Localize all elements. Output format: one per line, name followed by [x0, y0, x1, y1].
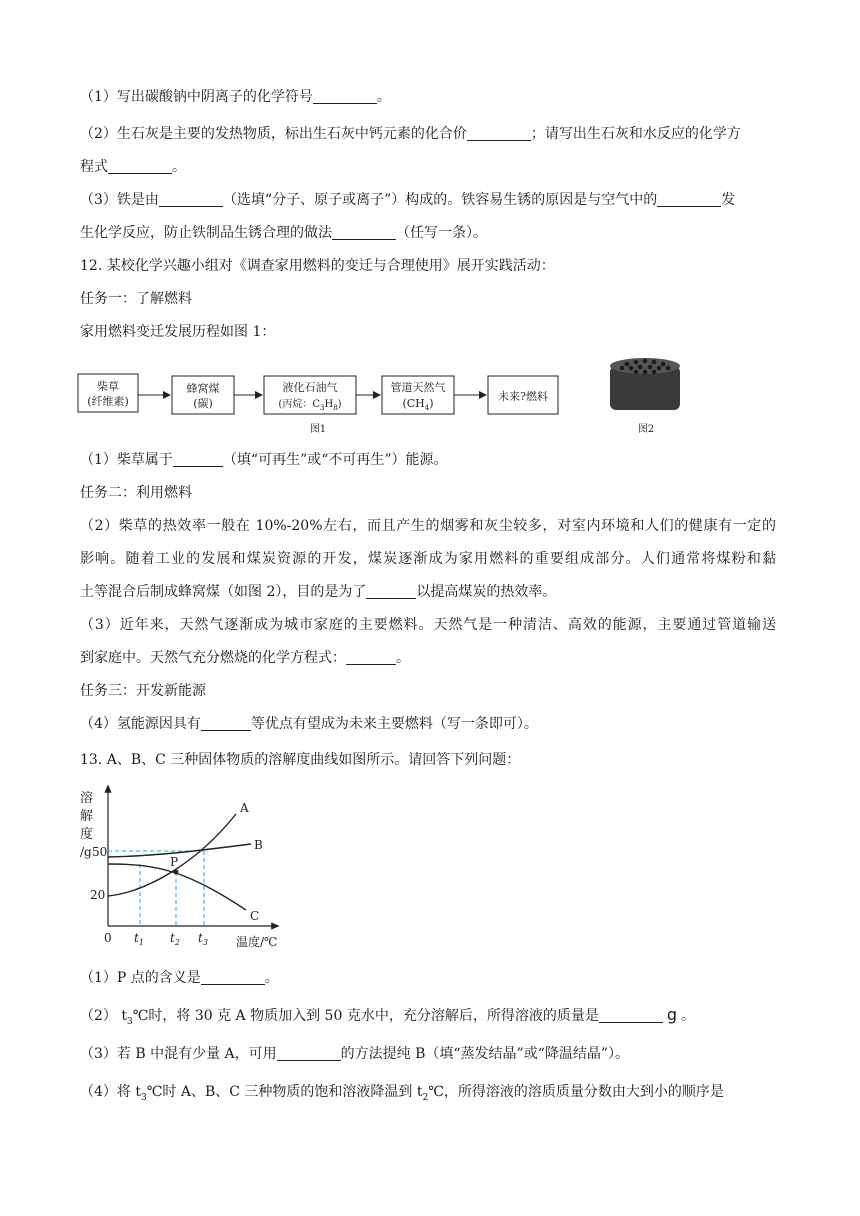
answer-blank[interactable]	[346, 650, 396, 665]
svg-text:(纤维素): (纤维素)	[87, 395, 129, 408]
q13-part2: （2） $t_3℃$时，将 30 克 A 物质加入到 50 克水中，充分溶解后，所得溶液的质量是 g 。	[80, 1005, 695, 1027]
answer-blank[interactable]	[173, 452, 223, 467]
q13-part3: （3）若 B 中混有少量 A，可用 的方法提纯 B（填“蒸发结晶”或“降温结晶”）。	[80, 1046, 630, 1062]
answer-blank[interactable]	[366, 584, 416, 599]
svg-text:解: 解	[80, 809, 94, 824]
svg-text:/g: /g	[80, 845, 92, 859]
svg-text:(碳): (碳)	[193, 397, 213, 410]
svg-text:P: P	[170, 855, 179, 869]
q13-part4: （4）将 $t_3℃$时 A、B、C 三种物质的饱和溶液降温到 $t_2℃$，所得溶液的溶质质量分数由大到小的顺序是	[80, 1084, 724, 1103]
svg-text:未来?燃料: 未来?燃料	[498, 390, 548, 403]
q13-part1: （1）P 点的含义是 。	[80, 970, 279, 986]
svg-text:A: A	[240, 801, 249, 815]
svg-text:50: 50	[92, 845, 108, 859]
svg-text:管道天然气: 管道天然气	[390, 381, 446, 394]
answer-blank[interactable]	[277, 1046, 341, 1061]
svg-text:B: B	[254, 838, 263, 852]
q12-part1: （1）柴草属于 （填“可再生”或“不可再生”）能源。	[80, 452, 448, 468]
q11-part2-line1: （2）生石灰是主要的发热物质，标出生石灰中钙元素的化合价 ；请写出生石灰和水反应的化学方	[80, 126, 741, 142]
answer-blank[interactable]	[108, 159, 172, 174]
svg-text:t3: $t_3$	[198, 931, 208, 947]
q12-part4: （4）氢能源因具有 等优点有望成为未来主要燃料（写一条即可）。	[80, 716, 538, 732]
answer-blank[interactable]	[201, 716, 251, 731]
svg-text:(丙烷：C3H8): (丙烷：$C_3H_8$)	[278, 399, 342, 412]
answer-blank[interactable]	[599, 1008, 663, 1023]
svg-text:溶: 溶	[80, 791, 94, 806]
figure1-caption: 图1	[309, 424, 327, 435]
answer-blank[interactable]	[657, 192, 721, 207]
q11-part2-line2: 程式 。	[80, 159, 186, 175]
q12-part2-line3: 土等混合后制成蜂窝煤（如图 2），目的是为了 以提高煤炭的热效率。	[80, 584, 557, 600]
svg-text:0: 0	[104, 931, 112, 945]
answer-blank[interactable]	[332, 225, 396, 240]
svg-text:液化石油气: 液化石油气	[282, 381, 338, 394]
q13-title: 13. A、B、C 三种固体物质的溶解度曲线如图所示。请回答下列问题：	[80, 752, 521, 768]
svg-text:C: C	[250, 909, 260, 923]
figure2-caption: 图2	[637, 424, 655, 435]
svg-text:(CH4): $(CH_4)$	[402, 397, 434, 412]
honeycomb-briquette-image	[610, 358, 680, 410]
svg-text:温度/℃: 温度/℃	[236, 935, 278, 949]
svg-text:t1: $t_1$	[134, 931, 144, 947]
svg-text:蜂窝煤: 蜂窝煤	[186, 382, 220, 395]
svg-text:度: 度	[80, 827, 94, 842]
q11-part3-line2: 生化学反应，防止铁制品生锈合理的做法 （任写一条）。	[80, 225, 487, 241]
solubility-curve-graph	[76, 784, 296, 952]
answer-blank[interactable]	[313, 89, 377, 104]
svg-text:柴草: 柴草	[97, 380, 119, 393]
fuel-history-flowchart	[76, 358, 692, 440]
q12-part3-line2: 到家庭中。天然气充分燃烧的化学方程式： 。	[80, 650, 410, 666]
q12-part3-line1: （3）近年来，天然气逐渐成为城市家庭的主要燃料。天然气是一种清洁、高效的能源，主要通过管道输送	[80, 617, 776, 633]
svg-text:t2: $t_2$	[170, 931, 180, 947]
q12-part2-line2: 影响。随着工业的发展和煤炭资源的开发，煤炭逐渐成为家用燃料的重要组成部分。人们通常将煤粉和黏	[80, 551, 776, 567]
q12-part2-line1: （2）柴草的热效率一般在 10%-20%左右，而且产生的烟雾和灰尘较多，对室内环境和人们的健康有一定的	[80, 518, 776, 534]
task2-heading: 任务二：利用燃料	[80, 485, 192, 501]
answer-blank[interactable]	[467, 126, 531, 141]
task3-heading: 任务三：开发新能源	[80, 683, 206, 699]
q12-title: 12. 某校化学兴趣小组对《调查家用燃料的变迁与合理使用》展开实践活动：	[80, 258, 555, 274]
q11-part1: （1）写出碳酸钠中阴离子的化学符号 。	[80, 89, 391, 105]
answer-blank[interactable]	[201, 970, 265, 985]
task1-heading: 任务一：了解燃料	[80, 291, 192, 307]
answer-blank[interactable]	[159, 192, 223, 207]
point-P	[174, 870, 179, 875]
figure1-intro: 家用燃料变迁发展历程如图 1：	[80, 324, 276, 340]
q11-part3-line1: （3）铁是由 （选填“分子、原子或离子”）构成的。铁容易生锈的原因是与空气中的 发	[80, 192, 736, 208]
svg-text:20: 20	[90, 888, 106, 902]
